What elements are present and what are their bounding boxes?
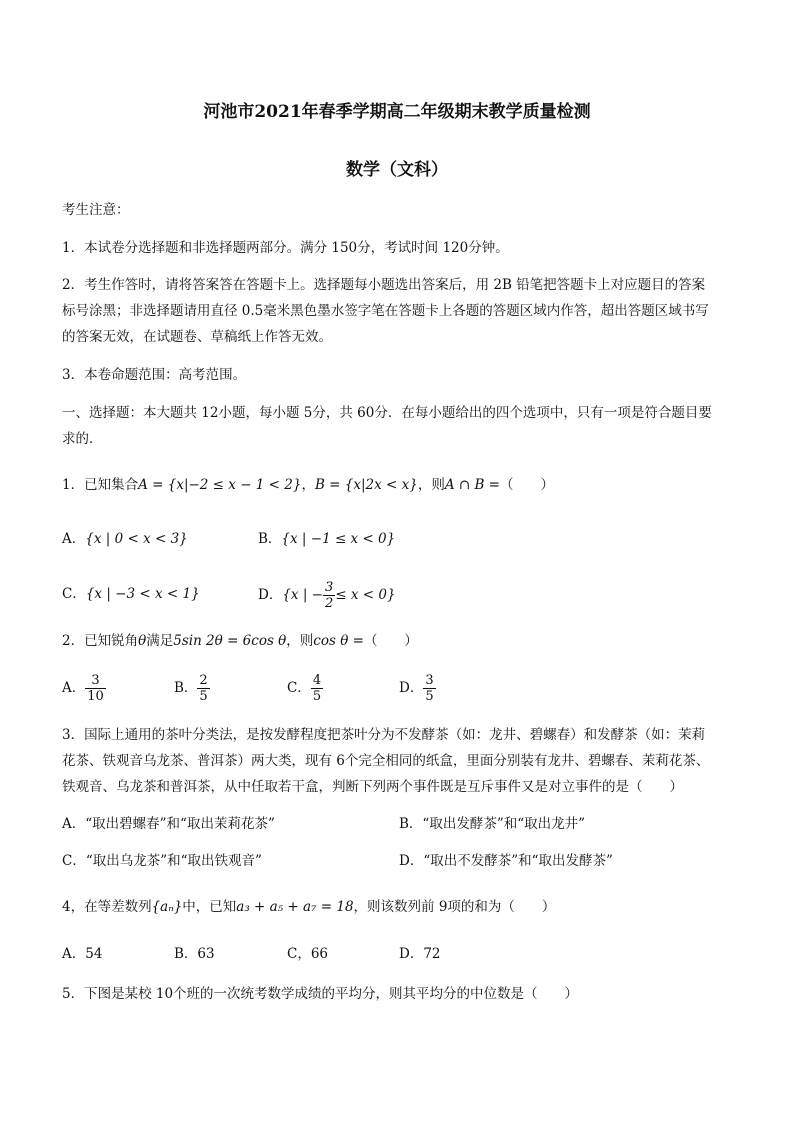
q2-mid-2: ，则 <box>286 633 314 649</box>
notice-item-2-line-3: 的答案无效，在试题卷、草稿纸上作答无效。 <box>62 329 332 345</box>
q1-option-b-text: {x | −1 ≤ x < 0} <box>281 531 396 547</box>
q2-option-d <box>399 668 436 708</box>
q2-option-c-denominator: 5 <box>312 689 322 704</box>
question-5: 5．下图是某校 10个班的一次统考数学成绩的平均分，则其平均分的中位数是（ ） <box>62 986 579 1002</box>
q2-blank: （ ） <box>363 633 418 649</box>
q1-option-c <box>62 585 200 603</box>
question-1 <box>62 476 554 494</box>
q2-equation: 5sin 2θ = 6cos θ <box>173 633 287 649</box>
q4-sequence: {aₙ} <box>151 899 183 915</box>
section-1-line-1: 一、选择题：本大题共 12小题，每小题 5分，共 60分．在每小题给出的四个选项中，只有一项是符合题目要 <box>62 405 712 421</box>
q2-option-a-fraction <box>85 673 106 704</box>
q1-option-b <box>258 530 395 548</box>
q4-prefix: 4，在等差数列 <box>62 899 152 915</box>
q2-mid-1: 满足 <box>146 633 174 649</box>
q3-option-c: C．“取出乌龙茶”和“取出铁观音” <box>62 853 262 869</box>
q1-option-b-label: B． <box>258 531 282 547</box>
q2-prefix: 2．已知锐角 <box>62 633 139 649</box>
notice-item-3: 3．本卷命题范围：高考范围。 <box>62 367 247 383</box>
q1-option-d-label: D． <box>258 587 283 603</box>
notice-item-2-line-2: 标号涂黑；非选择题请用直径 0.5毫米黑色墨水签字笔在答题卡上各题的答题区域内作答，超出答题区域书写 <box>62 303 709 319</box>
q1-set-b: B = {x|2x < x} <box>314 477 418 493</box>
q1-prefix: 1．已知集合 <box>62 477 139 493</box>
q3-line-1: 3．国际上通用的茶叶分类法，是按发酵程度把茶叶分为不发酵茶（如：龙井、碧螺春）和发酵茶（如：茉莉 <box>62 727 706 743</box>
q2-option-b <box>174 668 210 708</box>
q4-option-b: B．63 <box>174 946 215 962</box>
q3-option-b: B．“取出发酵茶”和“取出龙井” <box>399 816 586 832</box>
q2-option-c-fraction <box>311 673 323 704</box>
q1-option-d-post: ≤ x < 0} <box>335 587 396 603</box>
notice-heading: 考生注意： <box>62 202 130 218</box>
exam-subtitle: 数学（文科） <box>346 160 448 180</box>
q4-mid-2: ，则该数列前 9项的和为（ ） <box>353 899 556 915</box>
q2-option-a <box>62 668 106 708</box>
q3-option-a: A．“取出碧螺春”和“取出茉莉花茶” <box>62 816 275 832</box>
q1-separator: ， <box>301 477 315 493</box>
q2-option-b-numerator: 2 <box>199 673 208 688</box>
q1-option-a <box>62 530 188 548</box>
q2-option-d-denominator: 5 <box>425 689 434 704</box>
q1-option-a-text: {x | 0 < x < 3} <box>85 531 188 547</box>
q2-option-a-denominator: 10 <box>87 689 104 704</box>
exam-title: 河池市2021年春季学期高二年级期末教学质量检测 <box>203 102 591 122</box>
notice-item-2-line-1: 2．考生作答时，请将答案答在答题卡上。选择题每小题选出答案后，用 2B 铅笔把答题卡上对应题目的答案 <box>62 277 706 293</box>
q2-option-b-label: B． <box>174 680 198 696</box>
q2-theta: θ <box>138 633 147 649</box>
q2-option-c-label: C． <box>287 680 311 696</box>
q4-option-c: C，66 <box>287 946 329 962</box>
q1-blank: （ ） <box>500 477 554 493</box>
q1-option-c-text: {x | −3 < x < 1} <box>85 586 200 602</box>
question-4 <box>62 898 555 916</box>
q4-equation: a₃ + a₅ + a₇ = 18 <box>236 899 354 915</box>
q2-option-a-label: A． <box>62 680 86 696</box>
q1-option-d-numerator: 3 <box>324 580 334 595</box>
q1-option-c-label: C． <box>62 586 86 602</box>
q4-option-d: D．72 <box>399 946 441 962</box>
q2-option-d-fraction <box>423 673 435 704</box>
q2-option-a-numerator: 3 <box>85 673 106 689</box>
notice-item-1: 1．本试卷分选择题和非选择题两部分。满分 150分，考试时间 120分钟。 <box>62 240 509 256</box>
q3-line-2: 花茶、铁观音乌龙茶、普洱茶）两大类，现有 6个完全相同的纸盒，里面分别装有龙井、碧螺春、茉莉花茶、 <box>62 753 710 769</box>
q1-mid: ，则 <box>417 477 445 493</box>
q1-option-d-denominator: 2 <box>324 596 334 611</box>
q4-option-a: A．54 <box>62 946 103 962</box>
q1-option-d-pre: {x | − <box>282 587 323 603</box>
q2-expression: cos θ = <box>313 633 364 649</box>
q3-line-3: 铁观音、乌龙茶和普洱茶，从中任取若干盒，判断下列两个事件既是互斥事件又是对立事件的是（ ） <box>62 779 683 795</box>
q2-option-d-label: D． <box>399 680 424 696</box>
section-1-line-2: 求的． <box>62 431 103 447</box>
q2-option-c <box>287 668 323 708</box>
q1-option-d <box>258 575 396 615</box>
q2-option-b-fraction <box>197 673 209 704</box>
q2-option-b-denominator: 5 <box>199 689 208 704</box>
question-2 <box>62 632 418 650</box>
q1-expression: A ∩ B = <box>444 477 500 493</box>
q4-mid-1: 中，已知 <box>182 899 237 915</box>
q3-option-d: D．“取出不发酵茶”和“取出发酵茶” <box>399 853 613 869</box>
q1-set-a: A = {x|−2 ≤ x − 1 < 2} <box>138 477 302 493</box>
q1-option-a-label: A． <box>62 531 86 547</box>
q1-option-d-fraction <box>323 580 335 611</box>
q2-option-d-numerator: 3 <box>425 673 434 688</box>
q2-option-c-numerator: 4 <box>312 673 322 688</box>
